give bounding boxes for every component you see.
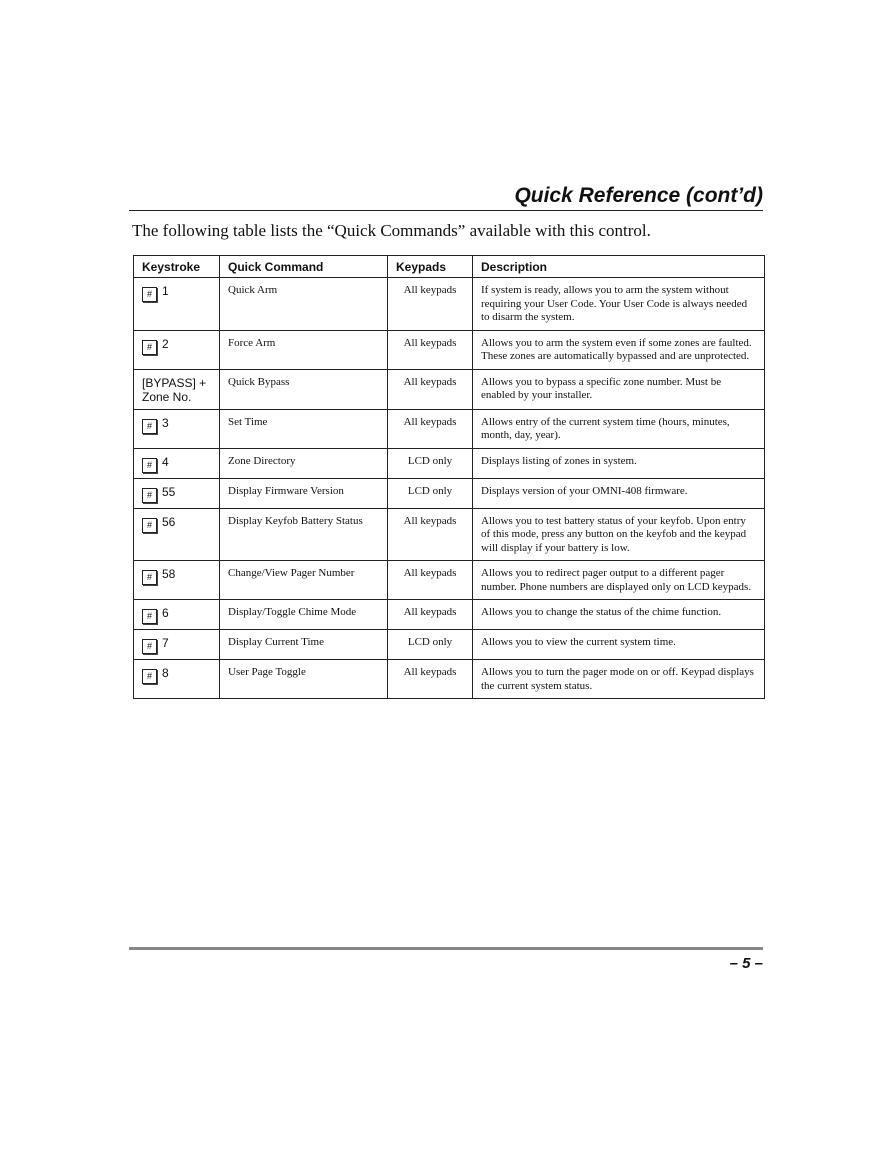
- hash-key-icon: #: [142, 340, 157, 355]
- keypads-cell: LCD only: [388, 630, 473, 660]
- keystroke-cell: [134, 630, 220, 660]
- keystroke-cell: [134, 330, 220, 369]
- keystroke-suffix: 4: [162, 454, 169, 469]
- keystroke-suffix: 7: [162, 636, 169, 650]
- description-cell: Allows you to change the status of the chime function.: [473, 600, 765, 630]
- description-cell: Displays version of your OMNI-408 firmware.: [473, 478, 765, 508]
- table-row: [134, 278, 765, 331]
- keypads-cell: LCD only: [388, 448, 473, 478]
- description-cell: Allows you to arm the system even if some zones are faulted. These zones are automatically bypassed and are unprotected.: [473, 330, 765, 369]
- command-cell: Display Current Time: [220, 630, 388, 660]
- command-cell: Display Keyfob Battery Status: [220, 508, 388, 561]
- hash-key-icon: #: [142, 609, 157, 624]
- command-cell: Force Arm: [220, 330, 388, 369]
- keypads-cell: All keypads: [388, 660, 473, 699]
- table-row: [134, 660, 765, 699]
- keystroke-suffix: 8: [162, 666, 169, 680]
- command-cell: Zone Directory: [220, 448, 388, 478]
- footer-divider: [129, 947, 763, 950]
- keystroke-text-line1: [BYPASS] +: [142, 375, 207, 390]
- table-row: [134, 448, 765, 478]
- keystroke-suffix: 6: [162, 606, 169, 620]
- keypads-cell: All keypads: [388, 508, 473, 561]
- description-cell: Allows you to test battery status of your keyfob. Upon entry of this mode, press any button on the keyfob and the keypad will display if your battery is low.: [473, 508, 765, 561]
- keystroke-suffix: 55: [162, 484, 176, 499]
- table-row: [134, 409, 765, 448]
- keystroke-suffix: 1: [162, 284, 169, 298]
- table-header-row: [134, 256, 765, 278]
- command-cell: User Page Toggle: [220, 660, 388, 699]
- quick-commands-table: [133, 255, 765, 699]
- table-row: [134, 630, 765, 660]
- command-cell: Set Time: [220, 409, 388, 448]
- command-cell: Quick Arm: [220, 278, 388, 331]
- table-row: [134, 478, 765, 508]
- command-cell: Display Firmware Version: [220, 478, 388, 508]
- page-title: Quick Reference (cont’d): [514, 184, 763, 207]
- table-row: [134, 330, 765, 369]
- hash-key-icon: #: [142, 639, 157, 654]
- hash-key-icon: #: [142, 488, 157, 503]
- command-cell: Quick Bypass: [220, 369, 388, 409]
- keypads-cell: All keypads: [388, 409, 473, 448]
- table-row: [134, 369, 765, 409]
- keystroke-cell: [134, 561, 220, 600]
- keypads-cell: All keypads: [388, 330, 473, 369]
- keystroke-suffix: 3: [162, 415, 169, 430]
- column-header-quick-command: Quick Command: [220, 256, 388, 278]
- keystroke-cell: [134, 660, 220, 699]
- hash-key-icon: #: [142, 419, 157, 434]
- keypads-cell: LCD only: [388, 478, 473, 508]
- description-cell: Allows entry of the current system time (hours, minutes, month, day, year).: [473, 409, 765, 448]
- title-divider: [129, 210, 763, 211]
- description-cell: Allows you to view the current system time.: [473, 630, 765, 660]
- hash-key-icon: #: [142, 518, 157, 533]
- table-row: [134, 600, 765, 630]
- keypads-cell: All keypads: [388, 600, 473, 630]
- keystroke-cell: [134, 448, 220, 478]
- keypads-cell: All keypads: [388, 369, 473, 409]
- description-cell: Displays listing of zones in system.: [473, 448, 765, 478]
- page-number: – 5 –: [729, 955, 763, 972]
- keystroke-suffix: 58: [162, 567, 176, 581]
- keypads-cell: All keypads: [388, 278, 473, 331]
- keystroke-suffix: 2: [162, 336, 169, 351]
- keystroke-suffix: 56: [162, 514, 176, 529]
- keypads-cell: All keypads: [388, 561, 473, 600]
- description-cell: If system is ready, allows you to arm the system without requiring your User Code. Your User Code is always needed to disarm the system.: [473, 278, 765, 331]
- keystroke-cell: [134, 478, 220, 508]
- command-cell: Display/Toggle Chime Mode: [220, 600, 388, 630]
- description-cell: Allows you to bypass a specific zone number. Must be enabled by your installer.: [473, 369, 765, 409]
- column-header-keypads: Keypads: [388, 256, 473, 278]
- column-header-keystroke: Keystroke: [134, 256, 220, 278]
- keystroke-cell: [134, 600, 220, 630]
- command-cell: Change/View Pager Number: [220, 561, 388, 600]
- intro-paragraph: The following table lists the “Quick Commands” available with this control.: [132, 221, 651, 240]
- keystroke-cell: [134, 409, 220, 448]
- hash-key-icon: #: [142, 669, 157, 684]
- keystroke-cell: [134, 369, 220, 409]
- column-header-description: Description: [473, 256, 765, 278]
- hash-key-icon: #: [142, 287, 157, 302]
- table-row: [134, 561, 765, 600]
- description-cell: Allows you to turn the pager mode on or off. Keypad displays the current system status.: [473, 660, 765, 699]
- table-row: [134, 508, 765, 561]
- keystroke-cell: [134, 508, 220, 561]
- keystroke-text-line2: Zone No.: [142, 389, 192, 404]
- description-cell: Allows you to redirect pager output to a different pager number. Phone numbers are displayed only on LCD keypads.: [473, 561, 765, 600]
- keystroke-cell: [134, 278, 220, 331]
- hash-key-icon: #: [142, 570, 157, 585]
- hash-key-icon: #: [142, 458, 157, 473]
